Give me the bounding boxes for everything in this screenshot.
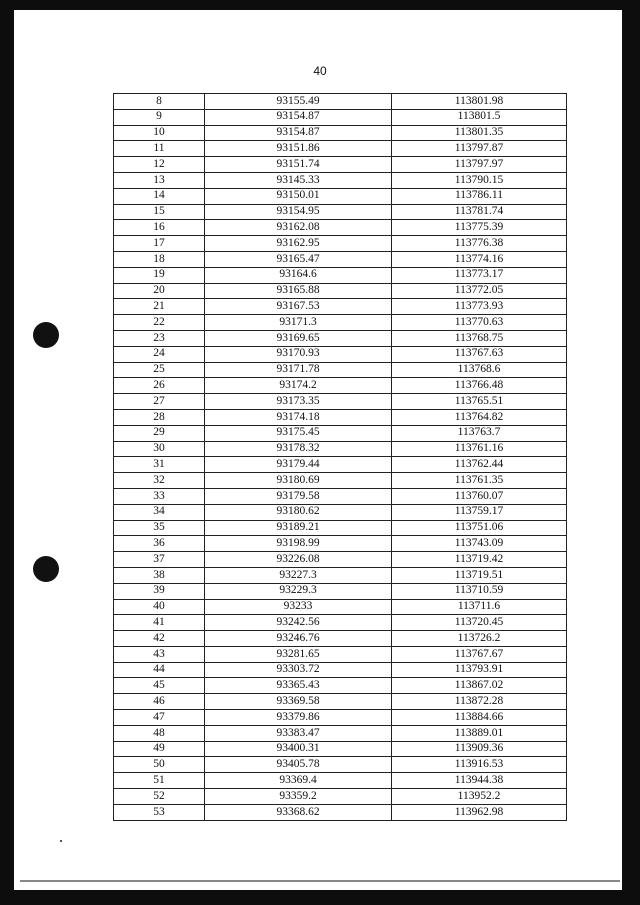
table-row — [114, 520, 567, 536]
y-coordinate-cell: 113770.63 — [392, 315, 567, 331]
table-row — [114, 583, 567, 599]
x-coordinate-cell: 93189.21 — [205, 520, 392, 536]
x-coordinate-cell: 93369.4 — [205, 773, 392, 789]
point-number-cell: 48 — [114, 725, 205, 741]
y-coordinate-cell: 113944.38 — [392, 773, 567, 789]
y-coordinate-cell: 113763.7 — [392, 425, 567, 441]
y-coordinate-cell: 113781.74 — [392, 204, 567, 220]
x-coordinate-cell: 93167.53 — [205, 299, 392, 315]
point-number-cell: 11 — [114, 141, 205, 157]
table-row — [114, 615, 567, 631]
x-coordinate-cell: 93303.72 — [205, 662, 392, 678]
x-coordinate-cell: 93155.49 — [205, 94, 392, 110]
x-coordinate-cell: 93151.86 — [205, 141, 392, 157]
table-row — [114, 362, 567, 378]
y-coordinate-cell: 113786.11 — [392, 188, 567, 204]
y-coordinate-cell: 113801.35 — [392, 125, 567, 141]
x-coordinate-cell: 93365.43 — [205, 678, 392, 694]
point-number-cell: 9 — [114, 109, 205, 125]
table-row — [114, 662, 567, 678]
x-coordinate-cell: 93145.33 — [205, 172, 392, 188]
point-number-cell: 22 — [114, 315, 205, 331]
y-coordinate-cell: 113773.17 — [392, 267, 567, 283]
x-coordinate-cell: 93154.95 — [205, 204, 392, 220]
table-row — [114, 473, 567, 489]
scan-border-top — [0, 0, 640, 10]
x-coordinate-cell: 93154.87 — [205, 125, 392, 141]
table-row — [114, 94, 567, 110]
table-row — [114, 299, 567, 315]
y-coordinate-cell: 113797.87 — [392, 141, 567, 157]
x-coordinate-cell: 93198.99 — [205, 536, 392, 552]
point-number-cell: 35 — [114, 520, 205, 536]
table-row — [114, 172, 567, 188]
table-row — [114, 425, 567, 441]
point-number-cell: 26 — [114, 378, 205, 394]
point-number-cell: 30 — [114, 441, 205, 457]
y-coordinate-cell: 113726.2 — [392, 631, 567, 647]
point-number-cell: 38 — [114, 567, 205, 583]
point-number-cell: 45 — [114, 678, 205, 694]
table-row — [114, 804, 567, 820]
x-coordinate-cell: 93165.88 — [205, 283, 392, 299]
y-coordinate-cell: 113768.75 — [392, 330, 567, 346]
point-number-cell: 16 — [114, 220, 205, 236]
point-number-cell: 18 — [114, 251, 205, 267]
point-number-cell: 52 — [114, 789, 205, 805]
y-coordinate-cell: 113774.16 — [392, 251, 567, 267]
point-number-cell: 14 — [114, 188, 205, 204]
table-row — [114, 188, 567, 204]
table-row — [114, 457, 567, 473]
point-number-cell: 8 — [114, 94, 205, 110]
table-row — [114, 441, 567, 457]
punch-hole-lower — [33, 556, 59, 582]
x-coordinate-cell: 93151.74 — [205, 157, 392, 173]
x-coordinate-cell: 93178.32 — [205, 441, 392, 457]
x-coordinate-cell: 93162.08 — [205, 220, 392, 236]
x-coordinate-cell: 93180.69 — [205, 473, 392, 489]
table-row — [114, 773, 567, 789]
table-row — [114, 157, 567, 173]
point-number-cell: 29 — [114, 425, 205, 441]
point-number-cell: 42 — [114, 631, 205, 647]
x-coordinate-cell: 93171.3 — [205, 315, 392, 331]
point-number-cell: 49 — [114, 741, 205, 757]
y-coordinate-cell: 113761.16 — [392, 441, 567, 457]
table-row — [114, 694, 567, 710]
table-row — [114, 315, 567, 331]
table-row — [114, 710, 567, 726]
point-number-cell: 32 — [114, 473, 205, 489]
point-number-cell: 51 — [114, 773, 205, 789]
x-coordinate-cell: 93369.58 — [205, 694, 392, 710]
y-coordinate-cell: 113909.36 — [392, 741, 567, 757]
y-coordinate-cell: 113776.38 — [392, 236, 567, 252]
y-coordinate-cell: 113793.91 — [392, 662, 567, 678]
y-coordinate-cell: 113767.67 — [392, 646, 567, 662]
table-row — [114, 283, 567, 299]
y-coordinate-cell: 113751.06 — [392, 520, 567, 536]
table-row — [114, 488, 567, 504]
x-coordinate-cell: 93368.62 — [205, 804, 392, 820]
x-coordinate-cell: 93180.62 — [205, 504, 392, 520]
scan-border-right — [622, 0, 640, 905]
y-coordinate-cell: 113884.66 — [392, 710, 567, 726]
point-number-cell: 20 — [114, 283, 205, 299]
y-coordinate-cell: 113768.6 — [392, 362, 567, 378]
point-number-cell: 37 — [114, 552, 205, 568]
y-coordinate-cell: 113761.35 — [392, 473, 567, 489]
x-coordinate-cell: 93165.47 — [205, 251, 392, 267]
x-coordinate-cell: 93179.58 — [205, 488, 392, 504]
table-row — [114, 567, 567, 583]
coordinate-table — [113, 93, 567, 821]
x-coordinate-cell: 93164.6 — [205, 267, 392, 283]
point-number-cell: 17 — [114, 236, 205, 252]
table-row — [114, 725, 567, 741]
point-number-cell: 46 — [114, 694, 205, 710]
scan-speck — [60, 840, 62, 842]
x-coordinate-cell: 93242.56 — [205, 615, 392, 631]
table-row — [114, 678, 567, 694]
punch-hole-upper — [33, 322, 59, 348]
y-coordinate-cell: 113720.45 — [392, 615, 567, 631]
point-number-cell: 15 — [114, 204, 205, 220]
x-coordinate-cell: 93170.93 — [205, 346, 392, 362]
table-row — [114, 141, 567, 157]
point-number-cell: 36 — [114, 536, 205, 552]
y-coordinate-cell: 113952.2 — [392, 789, 567, 805]
table-row — [114, 251, 567, 267]
table-row — [114, 378, 567, 394]
x-coordinate-cell: 93171.78 — [205, 362, 392, 378]
point-number-cell: 41 — [114, 615, 205, 631]
table-row — [114, 409, 567, 425]
point-number-cell: 50 — [114, 757, 205, 773]
y-coordinate-cell: 113765.51 — [392, 394, 567, 410]
table-row — [114, 330, 567, 346]
y-coordinate-cell: 113962.98 — [392, 804, 567, 820]
y-coordinate-cell: 113797.97 — [392, 157, 567, 173]
point-number-cell: 53 — [114, 804, 205, 820]
point-number-cell: 12 — [114, 157, 205, 173]
point-number-cell: 25 — [114, 362, 205, 378]
table-row — [114, 267, 567, 283]
y-coordinate-cell: 113889.01 — [392, 725, 567, 741]
table-row — [114, 394, 567, 410]
point-number-cell: 10 — [114, 125, 205, 141]
x-coordinate-cell: 93162.95 — [205, 236, 392, 252]
point-number-cell: 47 — [114, 710, 205, 726]
x-coordinate-cell: 93359.2 — [205, 789, 392, 805]
x-coordinate-cell: 93400.31 — [205, 741, 392, 757]
point-number-cell: 28 — [114, 409, 205, 425]
x-coordinate-cell: 93150.01 — [205, 188, 392, 204]
x-coordinate-cell: 93226.08 — [205, 552, 392, 568]
y-coordinate-cell: 113719.42 — [392, 552, 567, 568]
y-coordinate-cell: 113801.98 — [392, 94, 567, 110]
point-number-cell: 23 — [114, 330, 205, 346]
table-row — [114, 536, 567, 552]
x-coordinate-cell: 93405.78 — [205, 757, 392, 773]
x-coordinate-cell: 93173.35 — [205, 394, 392, 410]
x-coordinate-cell: 93379.86 — [205, 710, 392, 726]
y-coordinate-cell: 113775.39 — [392, 220, 567, 236]
table-row — [114, 346, 567, 362]
table-row — [114, 741, 567, 757]
scan-border-bottom — [0, 890, 640, 905]
point-number-cell: 40 — [114, 599, 205, 615]
point-number-cell: 44 — [114, 662, 205, 678]
table-row — [114, 125, 567, 141]
table-row — [114, 646, 567, 662]
x-coordinate-cell: 93383.47 — [205, 725, 392, 741]
x-coordinate-cell: 93229.3 — [205, 583, 392, 599]
x-coordinate-cell: 93246.76 — [205, 631, 392, 647]
y-coordinate-cell: 113762.44 — [392, 457, 567, 473]
x-coordinate-cell: 93281.65 — [205, 646, 392, 662]
y-coordinate-cell: 113801.5 — [392, 109, 567, 125]
point-number-cell: 13 — [114, 172, 205, 188]
x-coordinate-cell: 93227.3 — [205, 567, 392, 583]
y-coordinate-cell: 113772.05 — [392, 283, 567, 299]
point-number-cell: 43 — [114, 646, 205, 662]
table-row — [114, 631, 567, 647]
y-coordinate-cell: 113710.59 — [392, 583, 567, 599]
point-number-cell: 39 — [114, 583, 205, 599]
point-number-cell: 31 — [114, 457, 205, 473]
point-number-cell: 19 — [114, 267, 205, 283]
point-number-cell: 34 — [114, 504, 205, 520]
x-coordinate-cell: 93174.18 — [205, 409, 392, 425]
y-coordinate-cell: 113764.82 — [392, 409, 567, 425]
y-coordinate-cell: 113872.28 — [392, 694, 567, 710]
point-number-cell: 27 — [114, 394, 205, 410]
table-row — [114, 109, 567, 125]
point-number-cell: 33 — [114, 488, 205, 504]
point-number-cell: 21 — [114, 299, 205, 315]
y-coordinate-cell: 113867.02 — [392, 678, 567, 694]
x-coordinate-cell: 93154.87 — [205, 109, 392, 125]
table-row — [114, 552, 567, 568]
table-row — [114, 757, 567, 773]
table-row — [114, 204, 567, 220]
coordinate-table-body — [114, 94, 567, 821]
scan-bottom-line — [20, 880, 620, 882]
y-coordinate-cell: 113790.15 — [392, 172, 567, 188]
y-coordinate-cell: 113719.51 — [392, 567, 567, 583]
x-coordinate-cell: 93233 — [205, 599, 392, 615]
x-coordinate-cell: 93179.44 — [205, 457, 392, 473]
y-coordinate-cell: 113743.09 — [392, 536, 567, 552]
table-row — [114, 789, 567, 805]
y-coordinate-cell: 113759.17 — [392, 504, 567, 520]
y-coordinate-cell: 113760.07 — [392, 488, 567, 504]
page-number: 40 — [313, 64, 327, 78]
y-coordinate-cell: 113711.6 — [392, 599, 567, 615]
table-row — [114, 504, 567, 520]
y-coordinate-cell: 113916.53 — [392, 757, 567, 773]
y-coordinate-cell: 113773.93 — [392, 299, 567, 315]
table-row — [114, 236, 567, 252]
table-row — [114, 220, 567, 236]
table-row — [114, 599, 567, 615]
y-coordinate-cell: 113766.48 — [392, 378, 567, 394]
x-coordinate-cell: 93174.2 — [205, 378, 392, 394]
scan-border-left — [0, 0, 14, 905]
point-number-cell: 24 — [114, 346, 205, 362]
x-coordinate-cell: 93175.45 — [205, 425, 392, 441]
x-coordinate-cell: 93169.65 — [205, 330, 392, 346]
y-coordinate-cell: 113767.63 — [392, 346, 567, 362]
